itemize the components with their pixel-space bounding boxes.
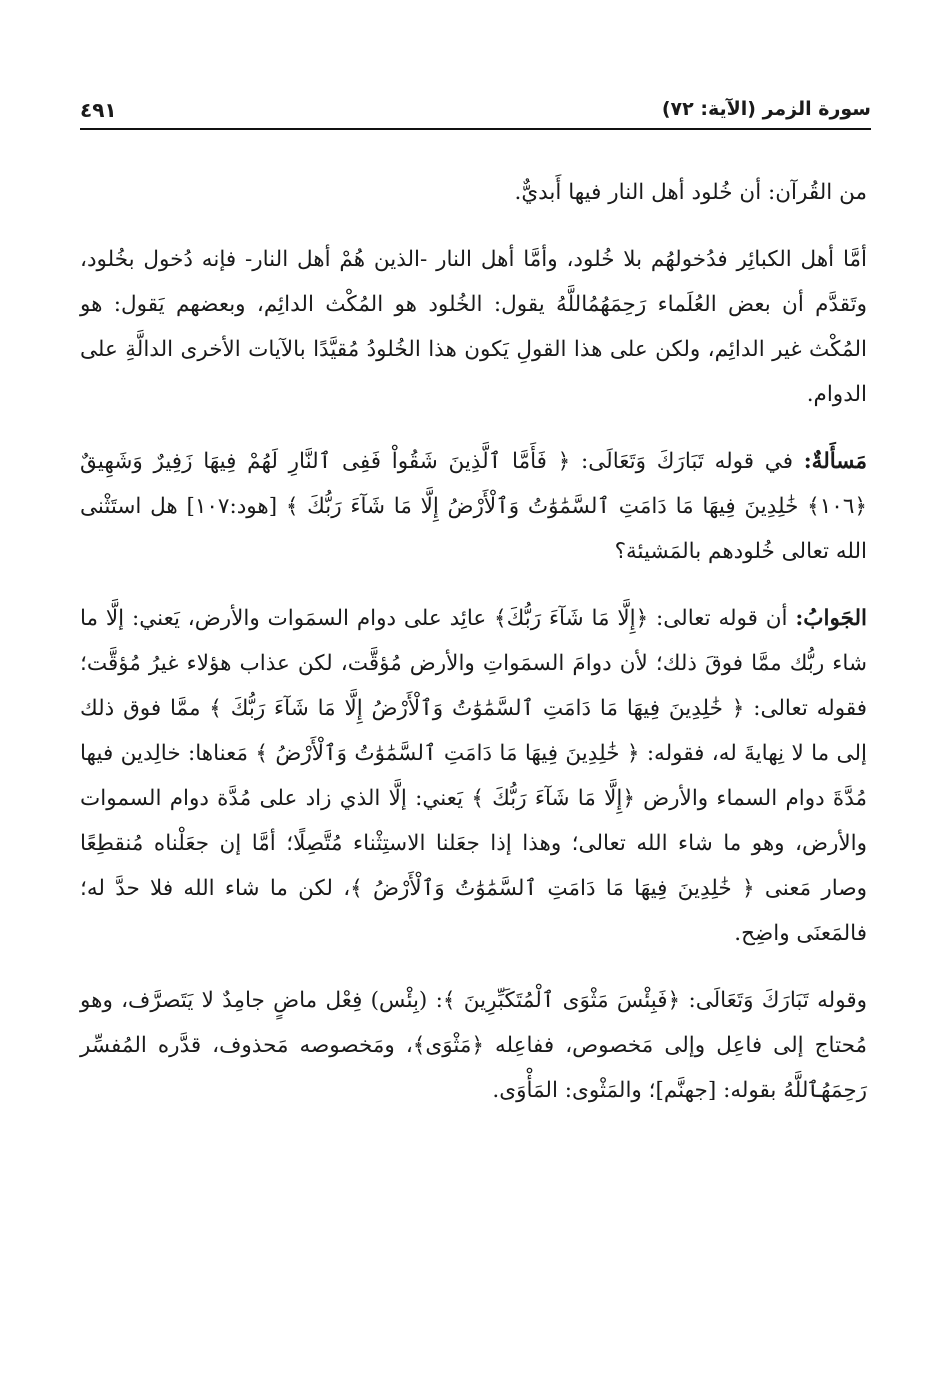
paragraph-text: أن قوله تعالى: ﴿إِلَّا مَا شَآءَ رَبُّكَ﴾ عائِد على دوام السمَوات والأرض، يَعني: إلَّا ما شاء ربُّك ممَّا فوقَ ذلك؛ لأن دوامَ السمَواتِ والأرض مُؤقَّت، لكن عذاب هؤلاء غيرُ مُؤقَّت؛ فقوله تعالى: ﴿ خَٰلِدِينَ فِيهَا مَا دَامَتِ ٱلسَّمَٰوَٰتُ وَٱلْأَرْضُ إِلَّا مَا شَآءَ رَبُّكَ ﴾ ممَّا فوق ذلك إلى ما لا نِهايةَ له، فقوله: ﴿ خَٰلِدِينَ فِيهَا مَا دَامَتِ ٱلسَّمَٰوَٰتُ وَٱلْأَرْضُ ﴾ مَعناها: خالِدين فيها مُدَّةَ دوام السماء والأرض ﴿إِلَّا مَا شَآءَ رَبُّكَ ﴾ يَعني: إلَّا الذي زاد على مُدَّة دوام السموات والأرض، وهو ما شاء الله تعالى؛ وهذا إذا جعَلنا الاستِثْناء مُتَّصِلًا؛ أمَّا إن جعَلْناه مُنقطِعًا وصار مَعنى ﴿ خَٰلِدِينَ فِيهَا مَا دَامَتِ ٱلسَّمَٰوَٰتُ وَٱلْأَرْضُ ﴾، لكن ما شاء الله فلا حدَّ له؛ فالمَعنَى واضِح. [80,606,867,946]
paragraph-1 [80,170,867,215]
page-body [80,170,867,1127]
question-label: مَسأَلةٌ: [803,449,867,474]
page-header [80,90,871,130]
paragraph-5 [80,978,867,1113]
paragraph-text: من القُرآن: أن خُلود أهل النار فيها أَبديٌّ. [514,180,867,205]
running-title: سورة الزمر (الآية: ٧٢) [661,98,871,120]
paragraph-question [80,439,867,574]
paragraph-text: في قوله تَبَارَكَ وَتَعَالَى: ﴿ فَأَمَّا ٱلَّذِينَ شَقُواْ فَفِى ٱلنَّارِ لَهُمْ فِيهَا زَفِيرٌ وَشَهِيقٌ ﴿١٠٦﴾ خَٰلِدِينَ فِيهَا مَا دَامَتِ ٱلسَّمَٰوَٰتُ وَٱلْأَرْضُ إِلَّا مَا شَآءَ رَبُّكَ ﴾ [هود:١٠٧] هل استَثْنى الله تعالى خُلودهم بالمَشيئة؟ [80,449,867,564]
paragraph-answer [80,596,867,956]
answer-label: الجَوابُ: [795,606,867,631]
paragraph-text: وقوله تَبَارَكَ وَتَعَالَى: ﴿فَبِئْسَ مَثْوَى ٱلْمُتَكَبِّرِينَ ﴾: (بِئْس) فِعْل ماضٍ جامِدٌ لا يَتَصرَّف، وهو مُحتاج إلى فاعِل وإلى مَخصوص، ففاعِله ﴿مَثْوَى﴾، ومَخصوصه مَحذوف، قدَّره المُفسِّر رَحِمَهُٱللَّهُ بقوله: [جهنَّم]؛ والمَثْوى: المَأْوَى. [80,988,867,1103]
paragraph-text: أمَّا أهل الكبائِر فدُخولهُم بلا خُلود، وأمَّا أهل النار -الذين هُمْ أهل النار- فإنه دُخول بخُلود، وتَقدَّم أن بعض العُلَماء رَحِمَهُمُاللَّهُ يقول: الخُلود هو المُكْث الدائِم، وبعضهم يَقول: هو المُكْث غير الدائِم، ولكن على هذا القولِ يَكون هذا الخُلودُ مُقيَّدًا بالآيات الأخرى الدالَّةِ على الدوام. [80,247,867,407]
header-divider [80,128,871,130]
paragraph-2 [80,237,867,417]
page-number: ٤٩١ [80,98,117,122]
